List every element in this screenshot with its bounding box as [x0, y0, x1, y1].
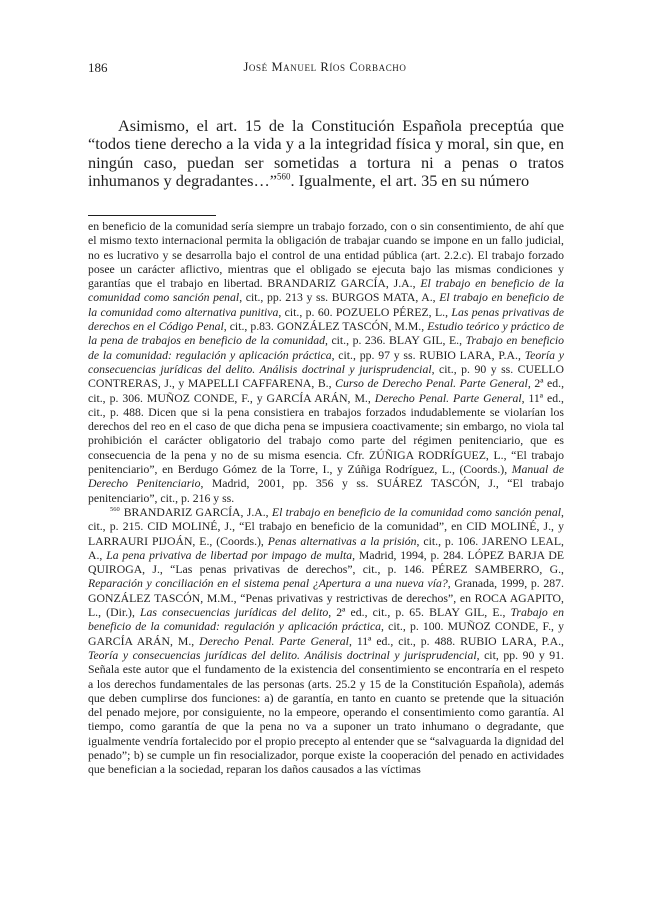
fn560-text: , Madrid, 1994, p. 284. LÓPEZ BARJA DE QUIROGA, J., “Las penas privativas de derechos”, cit., p. 146. PÉREZ SAMBERRO, G.,	[88, 548, 564, 577]
footnote-separator	[88, 215, 216, 216]
fn560-text: , cit., p. 100. MUÑOZ CONDE, F., y GARCÍA ARÁN, M.,	[88, 620, 564, 648]
footnotes	[88, 220, 564, 778]
fn559-text: , cit., p. 60. POZUELO PÉREZ, L.,	[278, 305, 452, 319]
body-text-1: Asimismo, el art. 15 de la Constitución Española preceptúa que “todos tiene derecho a la vida y a la integridad física y moral, sin que, en ningún caso, puedan ser sometidas a tortura ni a penas o tratos inhumanos y degradantes…”	[88, 116, 564, 191]
body-text-2: . Igualmente, el art. 35 en su número	[290, 171, 530, 191]
fn559-text: , Madrid, 2001, pp. 356 y ss. SUÁREZ TASCÓN, J., “El trabajo penitenciario”, cit., p. 216 y ss.	[88, 477, 564, 505]
fn560-title: Las consecuencias jurídicas del delito	[140, 606, 329, 620]
fn559-title: El trabajo en beneficio de la comunidad como sanción penal	[88, 277, 564, 305]
fn559-title: Trabajo en beneficio de la comunidad: regulación y aplicación práctica	[88, 334, 564, 362]
fn559-text: , cit., p. 90 y ss. CUELLO CONTRERAS, J., y MAPELLI CAFFARENA, B.,	[88, 362, 564, 391]
fn560-text: , cit, pp. 90 y 91. Señala este autor que el fundamento de la existencia del consentimiento se encontraría en el respeto a los derechos fundamentales de las personas (arts. 25.2 y 15 de la Constitución Española), además que deben cumplirse dos funciones: a) de garantía, en tanto en cuanto se pretende que la situación del penado mejore, por consiguiente, no la empeore, operando el consentimiento como garantía. Al tiempo, como garantía de que la pena no va a suponer un trato inhumano o degradante, que igualmente vendría fortalecido por el propio precepto al entender que se “salvaguarda la dignidad del penado”; b) se cumple un fin resocializador, porque existe la cooperación del penado en actividades que benefician a la sociedad, reparan los daños causados a las víctimas	[88, 648, 564, 777]
fn560-title: Derecho Penal. Parte General	[199, 634, 349, 648]
fn560-title: Penas alternativas a la prisión	[267, 534, 417, 548]
page-number: 186	[88, 60, 108, 75]
fn559-title: Manual de Derecho Penitenciario	[88, 463, 564, 491]
fn559-title: Derecho Penal. Parte General	[374, 391, 522, 405]
fn559-title: El trabajo en beneficio de la comunidad como alternativa punitiva	[88, 291, 565, 319]
fn559-title: Estudio teórico y práctico de la pena de trabajos en beneficio de la comunidad	[88, 320, 564, 348]
fn560-title: La pena privativa de libertad por impago de multa	[106, 548, 353, 562]
fn559-text: , cit., pp. 213 y ss. BURGOS MATA, A.,	[239, 291, 440, 305]
fn559-text: , 2ª ed., cit., p. 306. MUÑOZ CONDE, F., y GARCÍA ARÁN, M.,	[88, 377, 565, 405]
fn559-title: Curso de Derecho Penal. Parte General	[335, 377, 528, 391]
fn560-title: Reparación y conciliación en el sistema penal ¿Apertura a una nueva vía?	[88, 577, 448, 591]
fn559-text: , cit., pp. 97 y ss. RUBIO LARA, P.A.,	[331, 348, 525, 362]
fn559-title: Las penas privativas de derechos en el Código Penal	[88, 305, 564, 334]
fn560-text: BRANDARIZ GARCÍA, J.A.,	[123, 505, 272, 519]
fn560-text: , Granada, 1999, p. 287. GONZÁLEZ TASCÓN, M.M., “Penas privativas y restrictivas de derechos”, en ROCA AGAPITO, L., (Dir.),	[88, 577, 564, 620]
fn560-text: , cit., p. 106. JARENO LEAL, A.,	[88, 534, 564, 562]
fn560-text: , 2ª ed., cit., p. 65. BLAY GIL, E.,	[328, 606, 511, 620]
fn559-title: Teoría y consecuencias jurídicas del delito. Análisis doctrinal y jurisprudencial	[88, 348, 564, 376]
body-paragraph	[88, 117, 564, 191]
fn559-text: , 11ª ed., cit., p. 488. Dicen que si la pena consistiera en trabajos forzados indudablemente se violarían los derechos del reo en el caso de que dicha pena se impusiera coactivamente; sin embargo, no viola tal prohibición el carácter obligatorio del trabajo como parte del régimen penitenciario, que es consecuencia de la pena y no de su misma esencia. Cfr. ZÚÑIGA RODRÍGUEZ, L., “El trabajo penitenciario”, en Berdugo Gómez de la Torre, I., y Zúñiga Rodríguez, L., (Coords.),	[88, 391, 564, 477]
fn560-title: El trabajo en beneficio de la comunidad como sanción penal	[271, 505, 562, 519]
fn560-title: Teoría y consecuencias jurídicas del delito. Análisis doctrinal y jurisprudencial	[88, 648, 477, 662]
footnote-number: 560	[110, 506, 120, 514]
footnote-559-continuation	[88, 220, 564, 506]
fn559-text: en beneficio de la comunidad sería siempre un trabajo forzado, con o sin consentimiento, de ahí que el mismo texto internacional permita la obligación de trabajar cuando se impone en un fallo judicial, no es lucrativo y se desarrolla bajo el control de una entidad pública (art. 2.2.c). El trabajo forzado posee un carácter aflictivo, mientras que el obligado se ejecuta bajo las mismas condiciones y garantías que el trabajo en libertad. BRANDARIZ GARCÍA, J.A.,	[88, 220, 564, 291]
fn559-text: , cit., p. 236. BLAY GIL, E.,	[324, 334, 466, 348]
fn559-text: , cit., p.83. GONZÁLEZ TASCÓN, M.M.,	[223, 320, 428, 334]
footnote-560	[88, 506, 564, 778]
fn560-text: , 11ª ed., cit., p. 488. RUBIO LARA, P.A.,	[348, 634, 564, 648]
running-head: José Manuel Ríos Corbacho	[243, 60, 407, 74]
footnote-reference[interactable]: 560	[277, 171, 291, 182]
fn560-title: Trabajo en beneficio de la comunidad: regulación y aplicación práctica	[88, 606, 564, 634]
fn560-text: , cit., p. 215. CID MOLINÉ, J., “El trabajo en beneficio de la comunidad”, en CID MOLINÉ, J., y LARRAURI PIJOÁN, E., (Coords.),	[88, 505, 564, 548]
